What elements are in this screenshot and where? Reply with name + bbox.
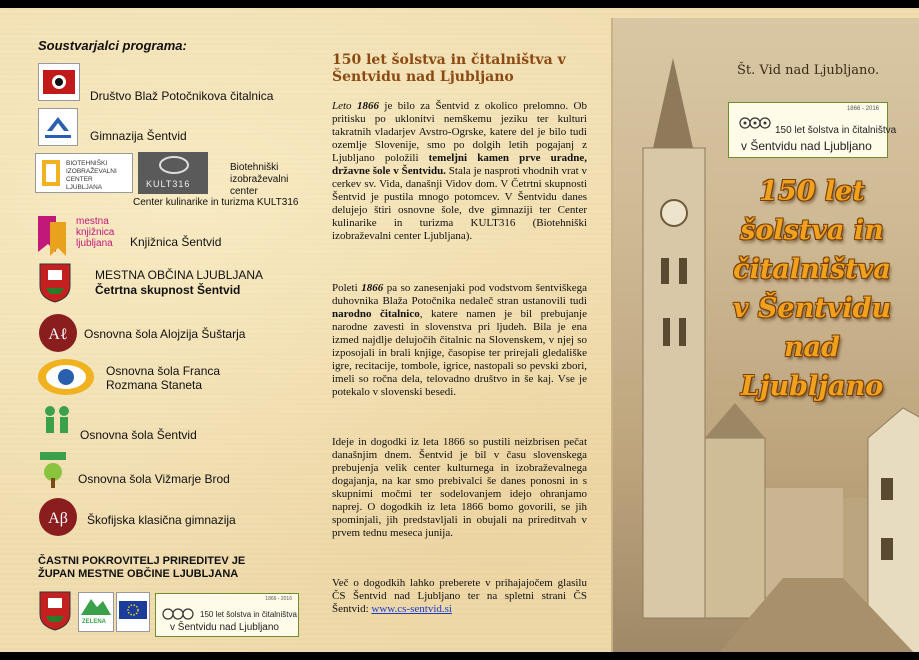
sponsor-os-vizmarje: Osnovna šola Vižmarje Brod <box>78 472 230 486</box>
skg-logo <box>38 497 78 537</box>
main-title <box>712 172 912 406</box>
badge-line1: 150 let šolstva in čitalništva <box>775 125 897 136</box>
main-title-line-6: Ljubljano <box>740 371 884 402</box>
anniversary-badge-bottom <box>155 593 299 637</box>
kult316-logo-text: KULT316 <box>146 179 191 189</box>
knjiznica-logo <box>36 212 122 260</box>
sponsor-gimnazija: Gimnazija Šentvid <box>90 129 187 143</box>
badge-line2: v Šentvidu nad Ljubljano <box>741 139 872 153</box>
paragraph-4 <box>332 577 587 616</box>
p2-poleti: Poleti <box>332 282 362 294</box>
bottom-badge-line2: v Šentvidu nad Ljubljano <box>170 622 279 633</box>
eu-flag-logo <box>116 592 150 632</box>
mol-crest <box>38 262 72 304</box>
sponsor-os-sustarja: Osnovna šola Alojzija Šuštarja <box>84 327 246 341</box>
bic-logo <box>35 153 133 193</box>
p1-year: 1866 <box>356 100 379 112</box>
drustvo-logo <box>38 63 80 101</box>
os-sentvid-logo <box>40 403 74 443</box>
main-title-line-2: šolstva in <box>740 215 884 246</box>
svg-text:Aβ: Aβ <box>48 510 68 527</box>
main-title-line-5: nad <box>783 332 840 363</box>
p1-text-a: je bilo za Šentvid z okolico prelomno. Ob pritisku po uklonitvi nemškemu jeziku ter kulturi takratnih vladarjev Avstro-Ogrske, katere del je bilo tudi ozemlje Slovenije, smo po dolgih letih pogajanj z Ljubljano položili <box>332 100 588 164</box>
main-title-line-4: v Šentvidu <box>732 293 892 324</box>
bottom-border <box>0 652 919 660</box>
mol-crest-bottom <box>38 590 72 632</box>
sponsor-skg: Škofijska klasična gimnazija <box>87 513 236 527</box>
sponsor-knjiznica: Knjižnica Šentvid <box>130 235 222 249</box>
badge-years: 1866 - 2016 <box>846 106 879 112</box>
p1-bold: temeljni kamen prve uradne, državne šole v Šentvidu. <box>332 152 587 177</box>
os-frs-logo <box>36 357 96 397</box>
website-link[interactable]: www.cs-sentvid.si <box>371 603 452 615</box>
main-title-line-1: 150 let <box>759 176 865 207</box>
paragraph-1 <box>332 100 587 243</box>
p4-text: Več o dogodkih lahko preberete v prihajajočem glasilu ČS Šentvid nad Ljubljano ter na spletni strani ČS Šentvid: <box>332 577 587 615</box>
bic-logo-text: BIOTEHNIŠKI IZOBRAŽEVALNI CENTER LJUBLJANA <box>66 160 117 191</box>
top-border <box>0 0 919 8</box>
anniversary-badge <box>728 102 897 158</box>
p1-leto: Leto <box>332 100 357 112</box>
sponsor-drustvo: Društvo Blaž Potočnikova čitalnica <box>90 89 274 103</box>
sponsor-os-sentvid: Osnovna šola Šentvid <box>80 428 197 442</box>
os-vizmarje-logo <box>38 450 68 490</box>
p2-bold: narodno čitalnico <box>332 308 420 320</box>
kult316-logo <box>138 152 208 194</box>
sponsor-os-frs: Osnovna šola Franca Rozmana Staneta <box>106 364 221 392</box>
p2-text-b: , katere namen je bil prebujanje narodne zavesti in slovenstva pri ljudeh. Bila je ena izmed najdlje delujočih čitalnic na Slovenskem, v njej so izposojali in brali knjige, časopise ter prirejali gledališke igre, recitacije, tombole, igrice, nastopali so pevski zbori, imeli so ročna dela, telovadno društvo in še kaj. Vse je potekalo v slovenski besedi. <box>332 308 587 398</box>
sponsor-mol-sub: Četrtna skupnost Šentvid <box>95 283 241 297</box>
sponsor-mol: MESTNA OBČINA LJUBLJANA <box>95 268 264 282</box>
sponsors-title: Soustvarjalci programa: <box>38 38 187 53</box>
patron-note: ČASTNI POKROVITELJ PRIREDITEV JE ŽUPAN MESTNE OBČINE LJUBLJANA <box>38 555 246 580</box>
photo-caption: Št. Vid nad Ljubljano. <box>737 63 880 78</box>
knjiznica-logo-text: mestna knjižnica ljubljana <box>76 216 115 249</box>
article-headline: 150 let šolstva in čitalništva v Šentvidu nad Ljubljano <box>332 52 566 85</box>
p2-text-a: pa so zanesenjaki pod vodstvom šentviškega duhovnika Blaža Potočnika nedaleč stran ustanovili tudi <box>332 282 588 307</box>
svg-text:Aℓ: Aℓ <box>48 326 68 343</box>
zelena-logo <box>78 592 114 632</box>
bottom-badge-years: 1866 - 2016 <box>265 596 292 602</box>
main-title-line-3: čitalništva <box>733 254 891 285</box>
sponsor-bic: Biotehniški izobraževalni center <box>230 162 289 197</box>
bottom-badge-line1: 150 let šolstva in čitalništva <box>200 610 297 619</box>
p2-year: 1866 <box>361 282 384 294</box>
zelena-logo-text: ZELENA <box>82 619 106 625</box>
sponsor-kult316: Center kulinarike in turizma KULT316 <box>133 197 299 208</box>
gimnazija-logo <box>38 108 78 146</box>
p1-text-b: Stala je nasproti vhodnih vrat v cerkev sv. Vida, današnji Vidov dom. V Četrtni skupnosti Šentvid je pustila mnogo potomcev. V Šentvidu danes delujejo štiri osnovne šole, dve gimnaziji ter Center kulinarike in turizma KULT316 (Biotehniški izobraževalni center Ljubljana). <box>332 165 587 242</box>
os-sustarja-logo <box>38 313 78 353</box>
paragraph-2 <box>332 282 587 399</box>
paragraph-3: Ideje in dogodki iz leta 1866 so pustili neizbrisen pečat današnjim dnem. Šentvid je bil v času slovenskega prebujenja velik center kulturnega in izobraževalnega dogajanja, na kar smo prebivalci še danes ponosni in s skupnimi močmi ter sodelovanjem idejo ohranjamo naprej. O dogodkih iz leta 1866 bomo govorili, se jih spominjali, jih predstavljali in obujali na prireditvah v prvem tednu meseca junija. <box>332 436 587 539</box>
